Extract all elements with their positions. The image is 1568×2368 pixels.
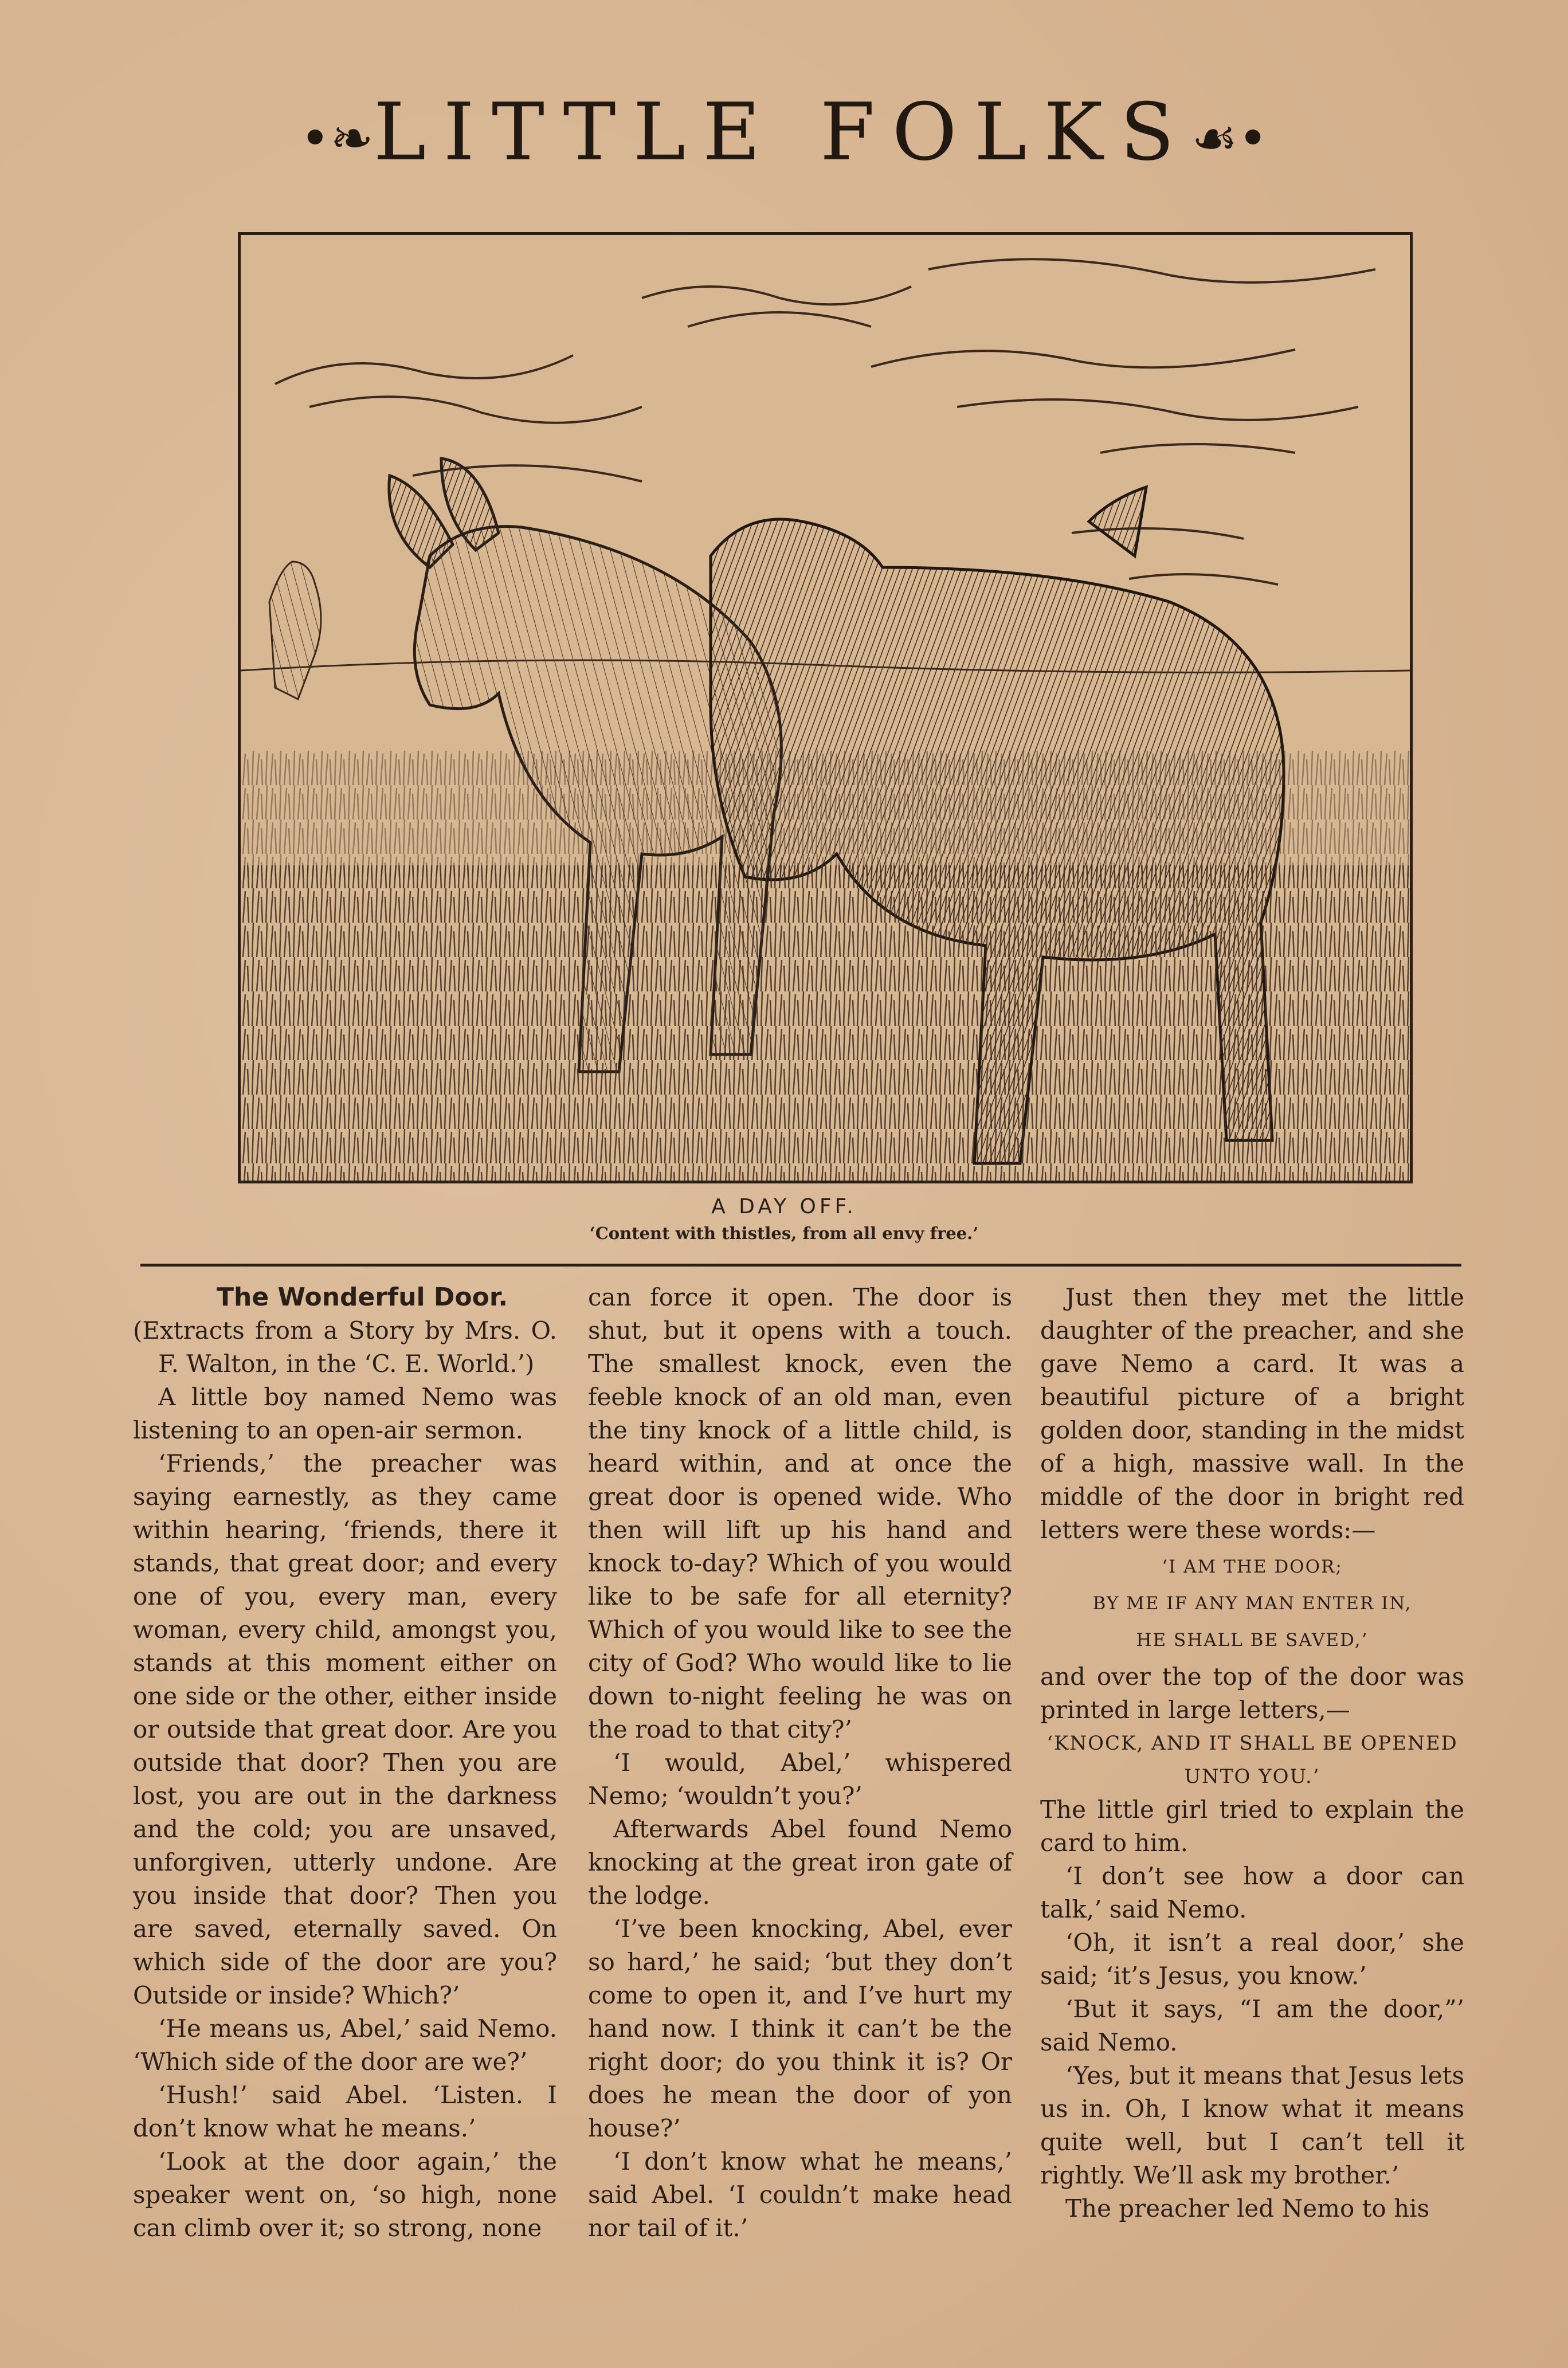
section-divider [140, 1264, 1461, 1267]
article-column-2 [588, 1281, 1012, 2245]
paragraph: ‘Hush!’ said Abel. ‘Listen. I don’t know what he means.’ [133, 2081, 557, 2142]
paragraph: ‘I would, Abel,’ whispered Nemo; ‘wouldn’t you?’ [588, 1748, 1012, 1810]
paragraph: ‘I’ve been knocking, Abel, ever so hard,’ he said; ‘but they don’t come to open it, and I’ve hurt my hand now. I think it can’t be the right door; do you think it is? Or does he mean the door of yon house?’ [588, 1915, 1012, 2142]
masthead-title: LITTLE FOLKS [373, 86, 1191, 178]
ornament-right-icon: ☙• [1191, 108, 1268, 169]
verse-line: HE SHALL BE SAVED,’ [1136, 1630, 1369, 1650]
masthead [0, 86, 1568, 178]
paragraph: ‘Oh, it isn’t a real door,’ she said; ‘it’s Jesus, you know.’ [1040, 1928, 1464, 1990]
paragraph: ‘Yes, but it means that Jesus lets us in. Oh, I know what it means quite well, but I can’t tell it rightly. We’ll ask my brother.’ [1040, 2061, 1464, 2189]
paragraph: ‘Look at the door again,’ the speaker went on, ‘so high, none can climb over it; so strong, none [133, 2147, 557, 2242]
donkeys-illustration [238, 232, 1413, 1183]
paragraph: and over the top of the door was printed in large letters,— [1040, 1663, 1464, 1724]
paragraph: ‘He means us, Abel,’ said Nemo. ‘Which side of the door are we?’ [133, 2014, 557, 2076]
paragraph: The preacher led Nemo to his [1065, 2194, 1430, 2222]
article-heading: The Wonderful Door. [217, 1283, 508, 1312]
paragraph: A little boy named Nemo was listening to an open-air sermon. [133, 1383, 557, 1444]
ornament-left-icon: •❧ [300, 108, 374, 169]
paragraph: The little girl tried to explain the card to him. [1040, 1795, 1464, 1857]
paragraph: ‘I don’t know what he means,’ said Abel. ‘I couldn’t make head nor tail of it.’ [588, 2147, 1012, 2242]
article-source: (Extracts from a Story by Mrs. O. F. Walton, in the ‘C. E. World.’) [133, 1316, 557, 1378]
verse-line: ‘I AM THE DOOR; [1162, 1557, 1343, 1577]
verse-line: BY ME IF ANY MAN ENTER IN, [1092, 1593, 1412, 1614]
two-donkeys-engraving-icon [241, 235, 1410, 1181]
paragraph: Afterwards Abel found Nemo knocking at the great iron gate of the lodge. [588, 1815, 1012, 1910]
caption-quote: ‘Content with thistles, from all envy free.’ [589, 1224, 979, 1243]
paragraph: ‘I don’t see how a door can talk,’ said Nemo. [1040, 1862, 1464, 1923]
article-column-3 [1040, 1281, 1464, 2225]
caption-title: A DAY OFF. [711, 1195, 857, 1218]
paragraph: Just then they met the little daughter of the preacher, and she gave Nemo a card. It was a beautiful picture of a bright golden door, standing in the midst of a high, massive wall. In the middle of the door in bright red letters were these words:— [1040, 1283, 1464, 1544]
article-column-1 [133, 1281, 557, 2245]
paragraph: can force it open. The door is shut, but it opens with a touch. The smallest knock, even the feeble knock of an old man, even the tiny knock of a little child, is heard within, and at once the great door is opened wide. Who then will lift up his hand and knock to-day? Which of you would like to be safe for all eternity? Which of you would like to see the city of God? Who would like to lie down to-night feeling he was on the road to that city?’ [588, 1283, 1012, 1743]
knock-quote: ‘KNOCK, AND IT SHALL BE OPENED UNTO YOU.’ [1046, 1732, 1458, 1788]
paragraph: ‘But it says, “I am the door,”’ said Nemo. [1040, 1995, 1464, 2056]
paragraph: ‘Friends,’ the preacher was saying earnestly, as they came within hearing, ‘friends, there it stands, that great door; and every one of you, every man, every woman, every child, amongst you, stands at this moment either on one side or the other, either inside or outside that great door. Are you outside that door? Then you are lost, you are out in the darkness and the cold; you are unsaved, unforgiven, utterly undone. Are you inside that door? Then you are saved, eternally saved. On which side of the door are you? Outside or inside? Which?’ [133, 1449, 557, 2009]
